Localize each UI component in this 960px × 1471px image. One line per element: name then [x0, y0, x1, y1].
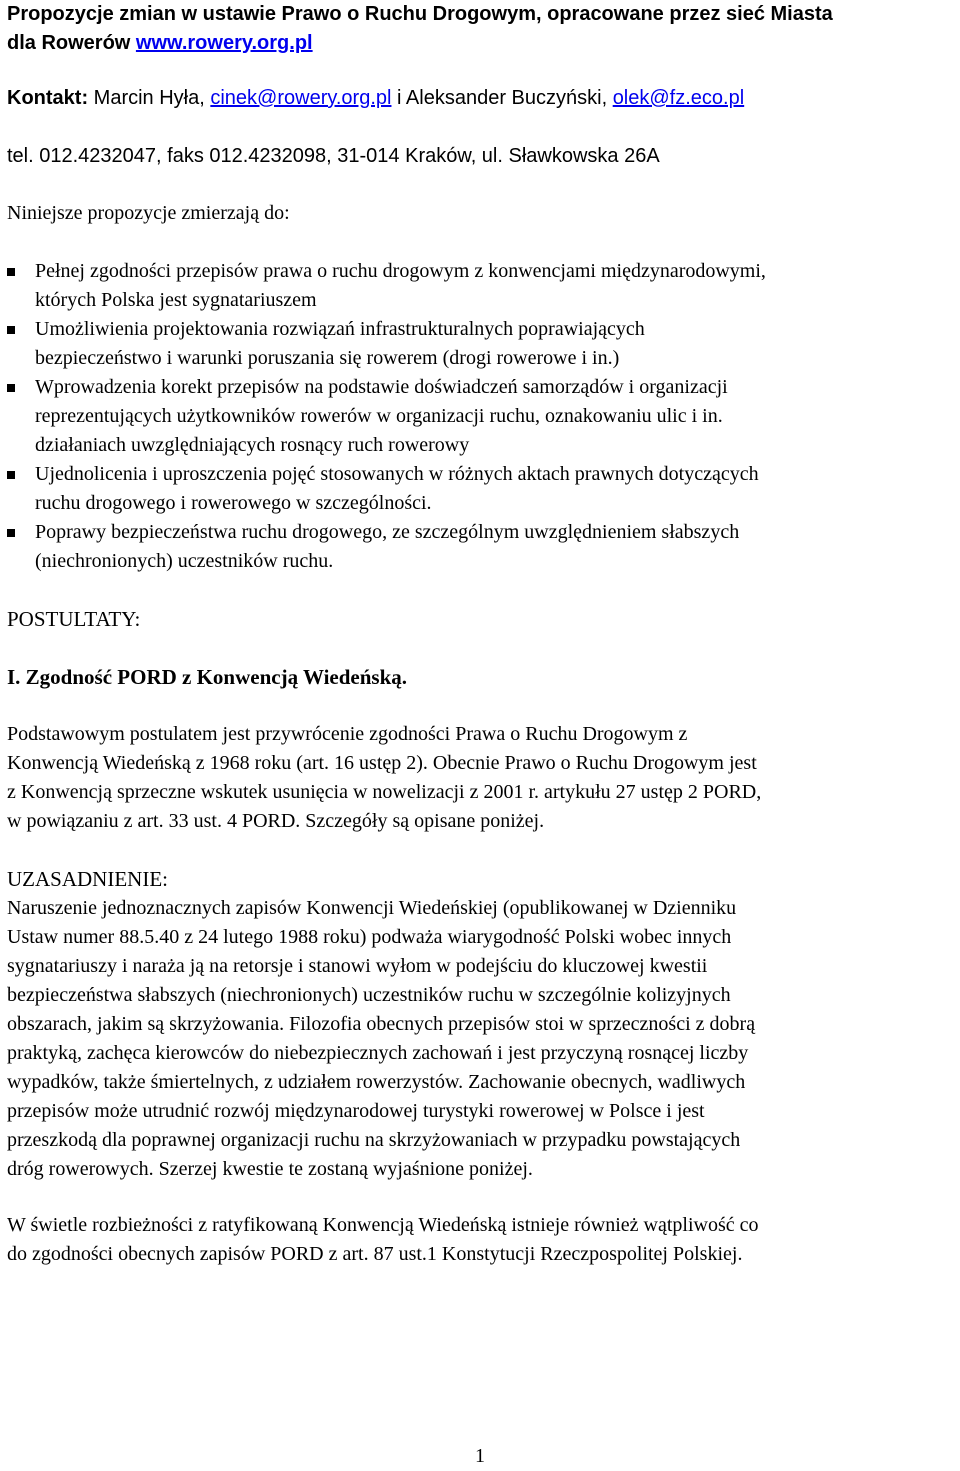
- paragraph-line: przepisów może utrudnić rozwój międzynarodowej turystyki rowerowej w Polsce i jest: [7, 1100, 705, 1122]
- paragraph-line: przeszkodą dla poprawnej organizacji ruchu na skrzyżowaniach w przypadku powstających: [7, 1129, 741, 1151]
- paragraph-line: W świetle rozbieżności z ratyfikowaną Konwencją Wiedeńską istnieje również wątpliwość co: [7, 1214, 759, 1236]
- paragraph-line: wypadków, także śmiertelnych, z udziałem rowerzystów. Zachowanie obecnych, wadliwych: [7, 1071, 746, 1093]
- bullet-square-icon: [7, 529, 15, 537]
- paragraph-line: bezpieczeństwa słabszych (niechronionych) uczestników ruchu w szczególnie kolizyjnych: [7, 984, 731, 1006]
- paragraph-justification: [7, 894, 955, 1184]
- contact-line: [7, 84, 744, 113]
- paragraph-postulate: [7, 720, 955, 836]
- list-item-line: działaniach uwzględniających rosnący ruch rowerowy: [35, 434, 470, 456]
- bullet-square-icon: [7, 384, 15, 392]
- list-item: [7, 315, 955, 373]
- postulaty-heading: POSTULTATY:: [7, 607, 141, 631]
- list-item-line: Poprawy bezpieczeństwa ruchu drogowego, ze szczególnym uwzględnieniem słabszych: [35, 521, 740, 543]
- website-link[interactable]: www.rowery.org.pl: [135, 32, 313, 54]
- email-link-1[interactable]: cinek@rowery.org.pl: [210, 87, 392, 109]
- list-item-line: bezpieczeństwo i warunki poruszania się rowerem (drogi rowerowe i in.): [35, 347, 620, 369]
- justification-heading: UZASADNIENIE:: [7, 867, 168, 891]
- list-item-line: Umożliwienia projektowania rozwiązań infrastrukturalnych poprawiających: [35, 318, 645, 340]
- bullet-square-icon: [7, 326, 15, 334]
- contact-person-2: i Aleksander Buczyński,: [391, 87, 613, 109]
- list-item-line: Wprowadzenia korekt przepisów na podstawie doświadczeń samorządów i organizacji: [35, 376, 728, 398]
- paragraph-line: Naruszenie jednoznacznych zapisów Konwencji Wiedeńskiej (opublikowanej w Dzienniku: [7, 897, 737, 919]
- document-title: [7, 0, 833, 58]
- list-item: [7, 373, 955, 460]
- paragraph-line: w powiązaniu z art. 33 ust. 4 PORD. Szczegóły są opisane poniżej.: [7, 810, 545, 832]
- intro-text: Niniejsze propozycje zmierzają do:: [7, 202, 290, 224]
- paragraph-line: z Konwencją sprzeczne wskutek usunięcia w nowelizacji z 2001 r. artykułu 27 ustęp 2 PORD,: [7, 781, 762, 803]
- list-item: [7, 257, 955, 315]
- paragraph-line: Konwencją Wiedeńską z 1968 roku (art. 16 ustęp 2). Obecnie Prawo o Ruchu Drogowym jest: [7, 752, 757, 774]
- paragraph-line: dróg rowerowych. Szerzej kwestie te zostaną wyjaśnione poniżej.: [7, 1158, 533, 1180]
- paragraph-line: Podstawowym postulatem jest przywrócenie zgodności Prawa o Ruchu Drogowym z: [7, 723, 688, 745]
- section-heading: I. Zgodność PORD z Konwencją Wiedeńską.: [7, 665, 408, 689]
- contact-person-1: Marcin Hyła,: [88, 87, 211, 109]
- title-line-2: [7, 29, 833, 58]
- contact-label: Kontakt:: [7, 87, 89, 109]
- list-item-line: ruchu drogowego i rowerowego w szczególności.: [35, 492, 432, 514]
- list-item-line: których Polska jest sygnatariuszem: [35, 289, 317, 311]
- email-link-2[interactable]: olek@fz.eco.pl: [612, 87, 745, 109]
- paragraph-line: Ustaw numer 88.5.40 z 24 lutego 1988 roku) podważa wiarygodność Polski wobec innych: [7, 926, 732, 948]
- paragraph-line: obszarach, jakim są skrzyżowania. Filozofia obecnych przepisów stoi w sprzeczności z dobrą: [7, 1013, 756, 1035]
- phone-address-line: tel. 012.4232047, faks 012.4232098, 31-014 Kraków, ul. Sławkowska 26A: [7, 145, 660, 167]
- title-line-2-prefix: dla Rowerów: [7, 32, 136, 54]
- page-number: 1: [475, 1445, 485, 1467]
- paragraph-line: do zgodności obecnych zapisów PORD z art. 87 ust.1 Konstytucji Rzeczpospolitej Polskiej.: [7, 1243, 743, 1265]
- list-item-line: Pełnej zgodności przepisów prawa o ruchu drogowym z konwencjami międzynarodowymi,: [35, 260, 766, 282]
- paragraph-line: sygnatariuszy i naraża ją na retorsje i stanowi wyłom w podejściu do kluczowej kwestii: [7, 955, 708, 977]
- list-item: [7, 518, 955, 576]
- aims-list: [7, 257, 955, 576]
- title-line-1: Propozycje zmian w ustawie Prawo o Ruchu Drogowym, opracowane przez sieć Miasta: [7, 3, 833, 25]
- list-item-line: Ujednolicenia i uproszczenia pojęć stosowanych w różnych aktach prawnych dotyczących: [35, 463, 759, 485]
- paragraph-line: praktyką, zachęca kierowców do niebezpiecznych zachowań i jest przyczyną rosnącej liczby: [7, 1042, 749, 1064]
- list-item-line: (niechronionych) uczestników ruchu.: [35, 550, 334, 572]
- bullet-square-icon: [7, 268, 15, 276]
- list-item-line: reprezentujących użytkowników rowerów w organizacji ruchu, oznakowaniu ulic i in.: [35, 405, 723, 427]
- bullet-square-icon: [7, 471, 15, 479]
- paragraph-constitution: [7, 1211, 955, 1269]
- list-item: [7, 460, 955, 518]
